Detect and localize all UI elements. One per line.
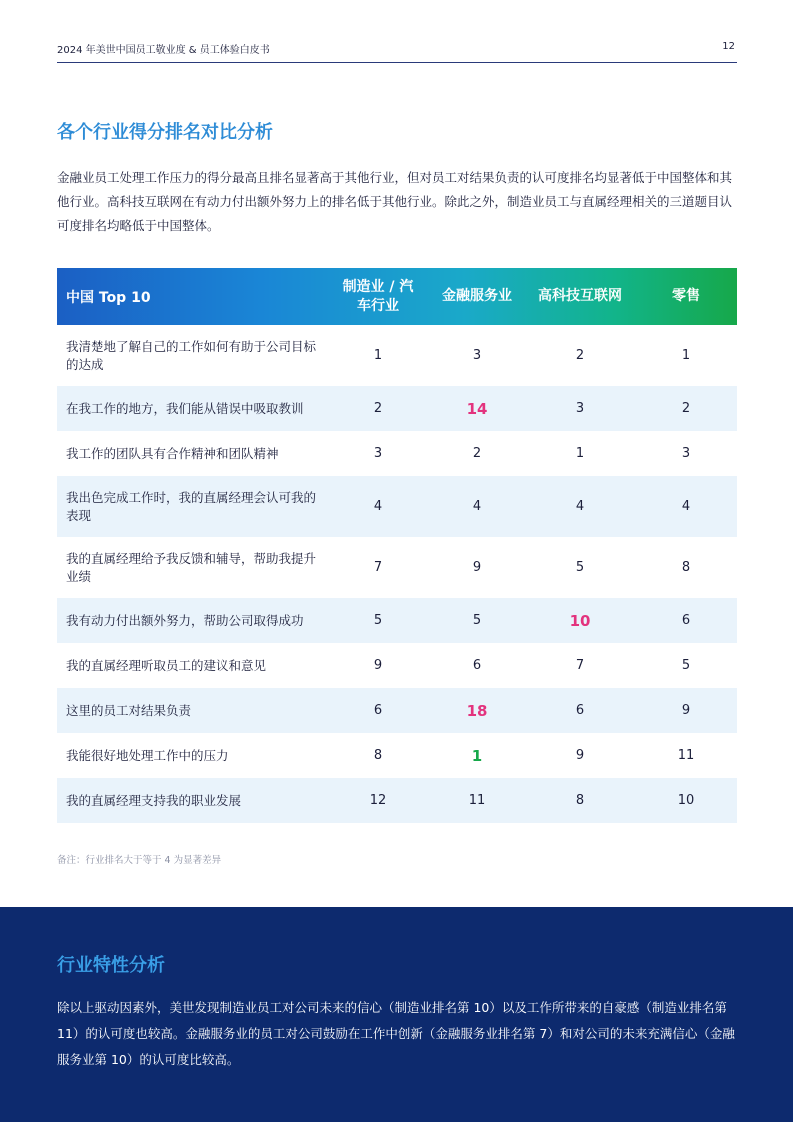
row-label: 我能很好地处理工作中的压力	[66, 747, 229, 763]
column-header-retail: 零售	[672, 288, 700, 304]
rank-cell: 1	[575, 446, 585, 461]
rank-cell: 5	[373, 613, 383, 628]
section-title: 各个行业得分排名对比分析	[57, 122, 273, 143]
rank-cell: 14	[466, 399, 488, 418]
rank-cell: 10	[677, 793, 695, 808]
industry-analysis-band	[0, 907, 793, 1122]
table-row	[57, 643, 737, 688]
table-row	[57, 476, 737, 537]
rank-cell: 2	[472, 446, 482, 461]
rank-cell: 6	[575, 703, 585, 718]
row-label: 我出色完成工作时，我的直属经理会认可我的表现	[66, 489, 317, 523]
table-row	[57, 688, 737, 733]
rank-cell: 1	[471, 746, 483, 765]
rank-cell: 5	[681, 658, 691, 673]
industry-ranking-table	[57, 268, 737, 823]
table-row	[57, 325, 737, 386]
page-number: 12	[722, 41, 735, 52]
table-row	[57, 386, 737, 431]
column-header-finance: 金融服务业	[442, 288, 512, 304]
rank-cell: 3	[575, 401, 585, 416]
table-row	[57, 733, 737, 778]
row-label: 在我工作的地方，我们能从错误中吸取教训	[66, 400, 304, 416]
rank-cell: 11	[468, 793, 486, 808]
table-note: 备注：行业排名大于等于 4 为显著差异	[57, 855, 222, 866]
rank-cell: 4	[373, 499, 383, 514]
page-header	[57, 38, 737, 63]
rank-cell: 4	[575, 499, 585, 514]
rank-cell: 7	[373, 560, 383, 575]
rank-cell: 2	[373, 401, 383, 416]
rank-cell: 8	[373, 748, 383, 763]
table-row	[57, 537, 737, 598]
row-label: 我的直属经理支持我的职业发展	[66, 792, 242, 808]
rank-cell: 1	[373, 348, 383, 363]
row-label: 我有动力付出额外努力，帮助公司取得成功	[66, 612, 304, 628]
rank-cell: 3	[373, 446, 383, 461]
table-row	[57, 598, 737, 643]
rank-cell: 3	[681, 446, 691, 461]
rank-cell: 9	[575, 748, 585, 763]
rank-cell: 5	[575, 560, 585, 575]
table-header-label: 中国 Top 10	[66, 289, 151, 306]
rank-cell: 8	[575, 793, 585, 808]
row-label: 我的直属经理听取员工的建议和意见	[66, 657, 267, 673]
column-header-tech: 高科技互联网	[538, 288, 622, 304]
rank-cell: 3	[472, 348, 482, 363]
rank-cell: 10	[569, 611, 591, 630]
rank-cell: 18	[466, 701, 488, 720]
rank-cell: 9	[681, 703, 691, 718]
row-label: 我的直属经理给予我反馈和辅导，帮助我提升业绩	[66, 550, 317, 584]
rank-cell: 8	[681, 560, 691, 575]
rank-cell: 7	[575, 658, 585, 673]
intro-paragraph: 金融业员工处理工作压力的得分最高且排名显著高于其他行业，但对员工对结果负责的认可度排名均显著低于中国整体和其他行业。高科技互联网在有动力付出额外努力上的排名低于其他行业。除此之外，制造业员工与直属经理相关的三道题目认可度排名均略低于中国整体。	[57, 170, 733, 233]
row-label: 我工作的团队具有合作精神和团队精神	[66, 445, 279, 461]
rank-cell: 9	[472, 560, 482, 575]
column-header-manufacturing: 制造业 / 汽车行业	[342, 278, 414, 314]
rank-cell: 6	[681, 613, 691, 628]
rank-cell: 9	[373, 658, 383, 673]
row-label: 我清楚地了解自己的工作如何有助于公司目标的达成	[66, 338, 317, 372]
rank-cell: 4	[472, 499, 482, 514]
document-title: 2024 年美世中国员工敬业度 & 员工体验白皮书	[57, 45, 270, 56]
row-label: 这里的员工对结果负责	[66, 702, 192, 718]
table-header	[57, 268, 737, 325]
rank-cell: 1	[681, 348, 691, 363]
rank-cell: 12	[369, 793, 387, 808]
rank-cell: 5	[472, 613, 482, 628]
rank-cell: 2	[681, 401, 691, 416]
band-paragraph: 除以上驱动因素外，美世发现制造业员工对公司未来的信心（制造业排名第 10）以及工作所带来的自豪感（制造业排名第 11）的认可度也较高。金融服务业的员工对公司鼓励在工作中创新（金融服务业排名第 7）和对公司的未来充满信心（金融服务业第 10）的认可度比较高。	[57, 1000, 735, 1067]
table-row	[57, 431, 737, 476]
rank-cell: 6	[373, 703, 383, 718]
table-row	[57, 778, 737, 823]
rank-cell: 11	[677, 748, 695, 763]
rank-cell: 6	[472, 658, 482, 673]
rank-cell: 2	[575, 348, 585, 363]
band-title: 行业特性分析	[57, 955, 165, 976]
table-body	[57, 325, 737, 823]
rank-cell: 4	[681, 499, 691, 514]
